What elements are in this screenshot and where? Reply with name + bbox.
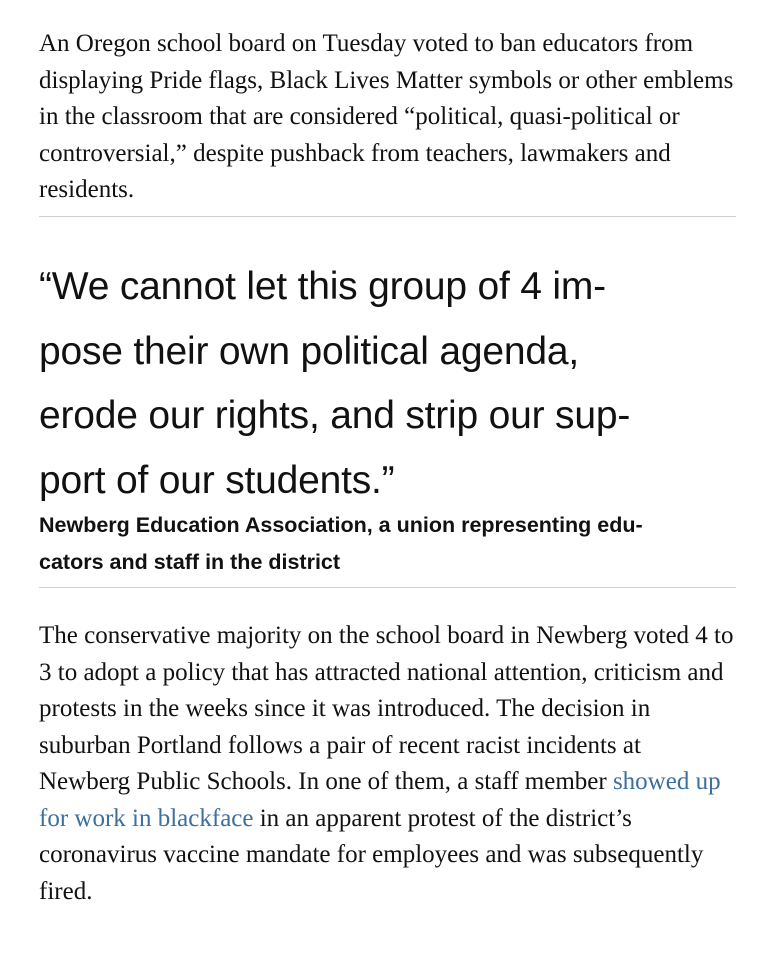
pull-quote-line: pose their own political agenda, — [39, 329, 579, 373]
body-text-after-link: in an apparent protest of the district’s coronavirus vaccine mandate for employees and was subsequently fired. — [39, 804, 704, 905]
pull-quote-attribution — [39, 507, 736, 587]
attribution-line: cators and staff in the district — [39, 550, 341, 574]
intro-paragraph: An Oregon school board on Tuesday voted to ban educators from displaying Pride flags, Black Lives Matter symbols or other emblems in the classroom that are considered “political, quasi-political or controversial,” despite pushback from teachers, lawmakers and residents. — [39, 30, 734, 203]
attribution-line: Newberg Education Association, a union representing edu- — [39, 513, 643, 537]
pull-quote-line: erode our rights, and strip our sup- — [39, 394, 631, 437]
pull-quote-text — [39, 255, 736, 513]
body-text-before-link: The conservative majority on the school board in Newberg voted 4 to 3 to adopt a policy that has attracted national attention, criticism and protests in the weeks since it was introduced. The decision in suburban Portland follows a pair of recent racist incidents at Newberg Public Schools. In one of them, a staff member — [39, 622, 734, 795]
pull-quote — [39, 217, 736, 587]
blackface-article-link[interactable]: showed up for work in blackface — [39, 768, 721, 832]
pull-quote-line: port of our students.” — [39, 458, 395, 502]
article — [39, 26, 736, 910]
divider-bottom — [39, 587, 736, 588]
pull-quote-line: “We cannot let this group of 4 im- — [39, 265, 606, 308]
body-paragraph — [39, 618, 736, 910]
